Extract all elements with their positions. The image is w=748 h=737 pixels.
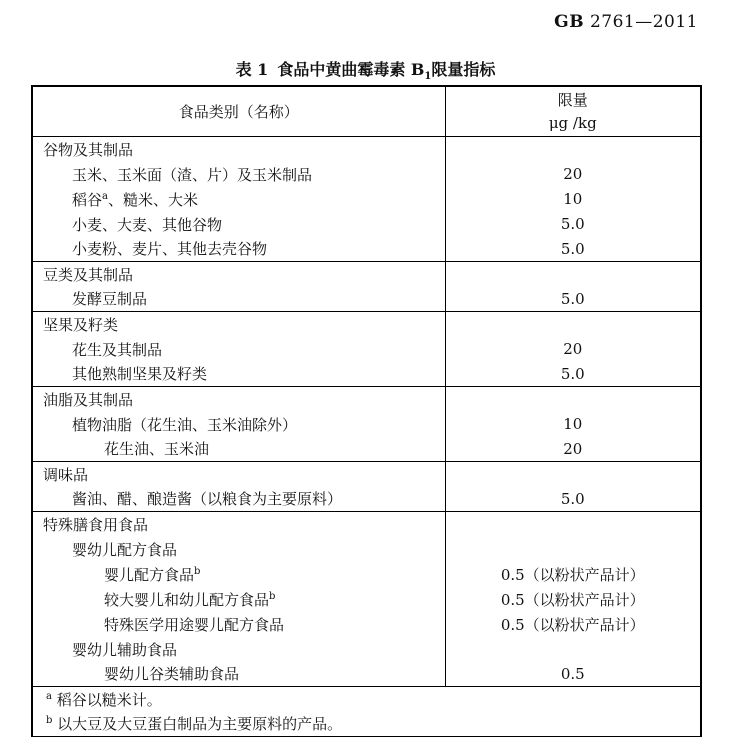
table-row — [32, 387, 701, 412]
food-category-cell: 小麦粉、麦片、其他去壳谷物 — [32, 237, 445, 262]
table-row — [32, 512, 701, 537]
footnote-row — [32, 687, 701, 712]
section-nuts-seeds — [32, 312, 701, 387]
limit-value-cell: 10 — [563, 415, 583, 433]
table-row — [32, 412, 701, 437]
table-row — [32, 487, 701, 512]
limit-value-cell: 10 — [563, 190, 583, 208]
col-header-limit — [445, 86, 701, 137]
table-row — [32, 187, 701, 212]
limit-value-cell — [445, 387, 701, 412]
table-row — [32, 612, 701, 637]
table-row — [32, 162, 701, 187]
section-beans — [32, 262, 701, 312]
limit-value-cell: 0.5 — [560, 664, 585, 683]
food-category-cell: 婴幼儿配方食品 — [32, 537, 445, 562]
limit-value-cell — [445, 537, 701, 562]
table-row — [32, 437, 701, 462]
food-category-cell: 较大婴儿和幼儿配方食品$^b$ — [32, 587, 445, 612]
footnote-marker: a — [46, 690, 52, 702]
limits-table — [31, 85, 702, 737]
food-category-cell: 婴幼儿辅助食品 — [32, 637, 445, 662]
limit-value-cell: 5.0 — [560, 289, 585, 308]
section-cereals — [32, 137, 701, 262]
table-title — [31, 57, 700, 82]
limit-value-cell: 5.0 — [560, 364, 585, 383]
limit-value-cell: 20 — [563, 439, 583, 458]
table-row — [32, 337, 701, 362]
limit-value-cell — [445, 312, 701, 337]
doc-standard-code-prefix: GB — [554, 12, 585, 32]
table-header — [32, 86, 701, 137]
limit-value-cell: 0.5（以粉状产品计） — [500, 565, 645, 584]
limit-value-cell — [445, 262, 701, 287]
header-row — [32, 86, 701, 137]
doc-standard-code-number: 2761—2011 — [584, 12, 698, 32]
table-row — [32, 662, 701, 687]
table-title-body: 食品中黄曲霉毒素 B — [277, 60, 425, 79]
food-category-cell: 豆类及其制品 — [32, 262, 445, 287]
table-title-subscript: 1 — [424, 71, 432, 83]
section-special-dietary-foods — [32, 512, 701, 687]
food-category-cell: 特殊膳食用食品 — [32, 512, 445, 537]
food-category-cell: 发酵豆制品 — [32, 287, 445, 312]
food-category-cell: 调味品 — [32, 462, 445, 487]
table-row — [32, 587, 701, 612]
limit-value-cell: 5.0 — [560, 239, 585, 258]
table-title-prefix: 表 1 — [235, 60, 269, 79]
food-category-cell: 植物油脂（花生油、玉米油除外） — [32, 412, 445, 437]
footnote-ref: a — [102, 190, 108, 202]
section-oils-fats — [32, 387, 701, 462]
limit-value-cell: 5.0 — [560, 489, 585, 508]
food-category-cell: 玉米、玉米面（渣、片）及玉米制品 — [32, 162, 445, 187]
footnote-ref: b — [194, 565, 201, 577]
table-title-suffix: 限量指标 — [431, 60, 496, 79]
table-row — [32, 212, 701, 237]
table-row — [32, 637, 701, 662]
footnote-row — [32, 712, 701, 737]
table-row — [32, 537, 701, 562]
limit-value-cell: 0.5（以粉状产品计） — [500, 615, 645, 634]
food-category-cell: 酱油、醋、酿造酱（以粮食为主要原料） — [32, 487, 445, 512]
doc-standard-number — [554, 12, 698, 32]
food-category-cell: 坚果及籽类 — [32, 312, 445, 337]
footnote-ref: b — [269, 590, 276, 602]
limit-label: 限量 — [557, 90, 588, 109]
footnote-text: $^a$ 稻谷以糙米计。 — [46, 690, 162, 709]
limit-value-cell: 0.5（以粉状产品计） — [500, 590, 645, 609]
food-category-cell: 花生油、玉米油 — [32, 437, 445, 462]
table-row — [32, 462, 701, 487]
footnote-marker: b — [46, 715, 53, 726]
section-condiments — [32, 462, 701, 512]
limit-value-cell: 5.0 — [560, 215, 585, 233]
food-category-cell: 小麦、大麦、其他谷物 — [32, 212, 445, 237]
table-row — [32, 137, 701, 162]
food-category-cell: 谷物及其制品 — [32, 137, 445, 162]
table-row — [32, 287, 701, 312]
food-category-cell: 婴儿配方食品$^b$ — [32, 562, 445, 587]
table-row — [32, 262, 701, 287]
footnote-text: $^b$ 以大豆及大豆蛋白制品为主要原料的产品。 — [46, 715, 343, 733]
food-category-cell: 特殊医学用途婴儿配方食品 — [32, 612, 445, 637]
limit-unit: μg /kg — [548, 113, 597, 132]
table-row — [32, 362, 701, 387]
footnotes — [32, 687, 701, 737]
limit-value-cell — [445, 137, 701, 162]
limit-value-cell — [445, 637, 701, 662]
food-category-cell: 婴幼儿谷类辅助食品 — [32, 662, 445, 687]
limit-value-cell: 20 — [563, 340, 583, 358]
col-header-category: 食品类别（名称） — [32, 86, 445, 137]
limit-value-cell: 20 — [563, 165, 583, 183]
food-category-cell: 稻谷$^a$、糙米、大米 — [32, 187, 445, 212]
table-row — [32, 312, 701, 337]
food-category-cell: 花生及其制品 — [32, 337, 445, 362]
limit-value-cell — [445, 512, 701, 537]
limit-value-cell — [445, 462, 701, 487]
food-category-cell: 其他熟制坚果及籽类 — [32, 362, 445, 387]
table-row — [32, 562, 701, 587]
table-row — [32, 237, 701, 262]
food-category-cell: 油脂及其制品 — [32, 387, 445, 412]
